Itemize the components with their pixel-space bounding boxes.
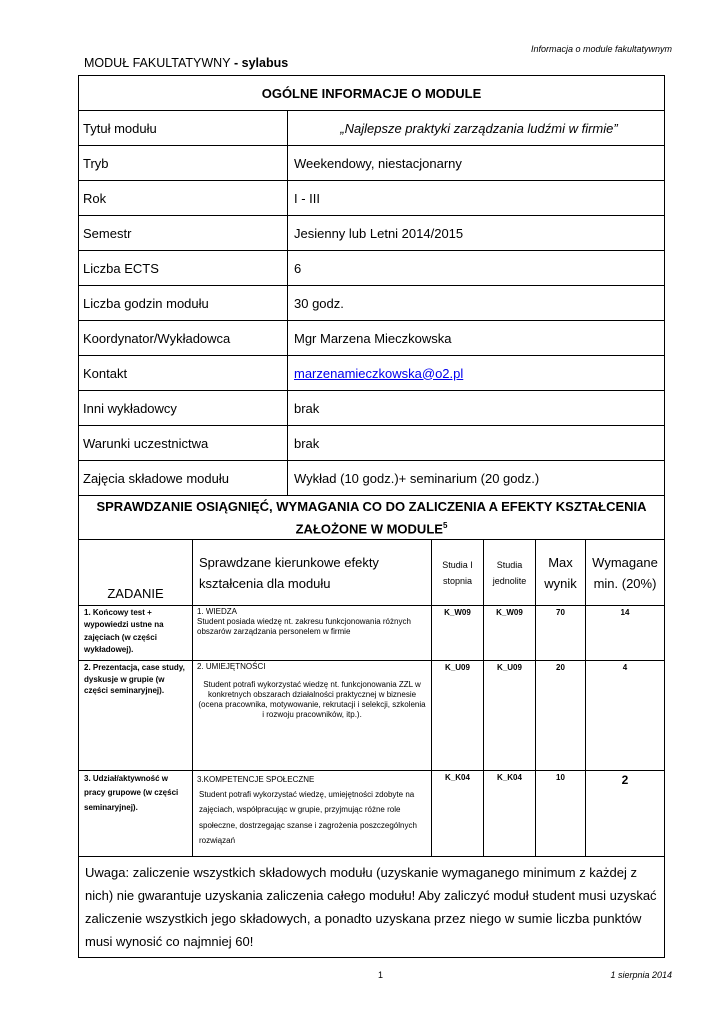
code-studia1: K_W09 (432, 606, 484, 661)
code-studia-jednolite: K_U09 (484, 661, 536, 771)
info-value: brak (288, 391, 665, 426)
col-header-studia1: Studia I stopnia (432, 540, 484, 606)
min-score: 14 (586, 606, 665, 661)
info-label: Tytuł modułu (79, 111, 288, 146)
effect-description: Student posiada wiedzę nt. zakresu funkcjonowania różnych obszarów zarządzania personelem w firmie (197, 617, 411, 636)
col-header-min: Wymagane min. (20%) (586, 540, 665, 606)
info-label: Inni wykładowcy (79, 391, 288, 426)
task-row (79, 606, 665, 661)
info-label: Koordynator/Wykładowca (79, 321, 288, 356)
assessment-section-heading (79, 496, 665, 540)
min-score: 2 (586, 771, 665, 857)
info-value: Jesienny lub Letni 2014/2015 (288, 216, 665, 251)
max-score: 70 (536, 606, 586, 661)
effect-cell (193, 606, 432, 661)
info-value: brak (288, 426, 665, 461)
info-row-title (79, 111, 665, 146)
task-cell: 2. Prezentacja, case study, dyskusje w grupie (w części seminaryjnej). (79, 661, 193, 771)
info-value: Weekendowy, niestacjonarny (288, 146, 665, 181)
info-row-conditions (79, 426, 665, 461)
info-row-ects (79, 251, 665, 286)
info-value: 6 (288, 251, 665, 286)
info-value: „Najlepsze praktyki zarządzania ludźmi w firmie” (288, 111, 665, 146)
assessment-table (78, 539, 665, 958)
effect-title: 3.KOMPETENCJE SPOŁECZNE (197, 775, 315, 784)
general-info-table (78, 75, 665, 540)
title-prefix: MODUŁ FAKULTATYWNY (84, 56, 231, 70)
effect-title: 1. WIEDZA (197, 607, 238, 616)
note-row (79, 857, 665, 958)
effect-description: Student potrafi wykorzystać wiedzę, umiejętności zdobyte na zajęciach, współpracując w grupie, przyjmując różne role społeczne, dostrzegając szanse i zagrożenia poszczególnych rozwiązań (199, 790, 417, 845)
code-studia1: K_K04 (432, 771, 484, 857)
max-score: 20 (536, 661, 586, 771)
task-row (79, 661, 665, 771)
col-header-max: Max wynik (536, 540, 586, 606)
task-cell: 1. Końcowy test + wypowiedzi ustne na zajęciach (w części wykładowej). (79, 606, 193, 661)
info-value: Mgr Marzena Mieczkowska (288, 321, 665, 356)
code-studia-jednolite: K_W09 (484, 606, 536, 661)
info-label: Tryb (79, 146, 288, 181)
info-label: Rok (79, 181, 288, 216)
col-header-task: ZADANIE (79, 540, 193, 606)
code-studia1: K_U09 (432, 661, 484, 771)
task-cell: 3. Udział/aktywność w pracy grupowe (w części seminaryjnej). (79, 771, 193, 857)
general-section-heading: OGÓLNE INFORMACJE O MODULE (79, 76, 665, 111)
assessment-header-row (79, 540, 665, 606)
page-number: 1 (378, 970, 384, 980)
effect-cell (193, 661, 432, 771)
task-row (79, 771, 665, 857)
info-label: Kontakt (79, 356, 288, 391)
info-row-hours (79, 286, 665, 321)
contact-email-link[interactable]: marzenamieczkowska@o2.pl (294, 365, 464, 381)
footer-date: 1 sierpnia 2014 (610, 970, 672, 980)
running-header: Informacja o module fakultatywnym (530, 44, 672, 54)
min-score: 4 (586, 661, 665, 771)
effect-title: 2. UMIEJĘTNOŚCI (197, 662, 266, 671)
col-header-effects: Sprawdzane kierunkowe efekty kształcenia dla modułu (193, 540, 432, 606)
title-suffix: - sylabus (230, 56, 289, 70)
note-text: Uwaga: zaliczenie wszystkich składowych modułu (uzyskanie wymaganego minimum z każdej z nich) nie gwarantuje uzyskania zaliczenia całego modułu! Aby zaliczyć moduł student musi uzyskać zaliczenie wszystkich jego składowych, a ponadto uzyskana przez niego w sumie liczba punktów musi wynosić co najmniej 60! (79, 857, 665, 958)
footnote-mark: 5 (442, 520, 448, 530)
info-row-year (79, 181, 665, 216)
assessment-heading-line2: ZAŁOŻONE W MODULE (295, 521, 443, 537)
code-studia-jednolite: K_K04 (484, 771, 536, 857)
info-value: 30 godz. (288, 286, 665, 321)
max-score: 10 (536, 771, 586, 857)
info-row-coordinator (79, 321, 665, 356)
info-value: I - III (288, 181, 665, 216)
info-label: Liczba ECTS (79, 251, 288, 286)
effect-description: Student potrafi wykorzystać wiedzę nt. funkcjonowania ZZL w konkretnych obszarach działalności praktycznej w biznesie (ocena pracownika, motywowanie, rekrutacji i selekcji, szkolenia i rozwoju pracowników, itp.). (198, 680, 426, 719)
info-label: Liczba godzin modułu (79, 286, 288, 321)
col-header-studia-jednolite: Studia jednolite (484, 540, 536, 606)
info-label: Semestr (79, 216, 288, 251)
info-label: Warunki uczestnictwa (79, 426, 288, 461)
info-row-contact (79, 356, 665, 391)
info-row-semester (79, 216, 665, 251)
effect-cell (193, 771, 432, 857)
document-title (84, 56, 288, 70)
info-row-mode (79, 146, 665, 181)
info-row-other-lecturers (79, 391, 665, 426)
info-value: Wykład (10 godz.)+ seminarium (20 godz.) (288, 461, 665, 496)
info-row-components (79, 461, 665, 496)
info-label: Zajęcia składowe modułu (79, 461, 288, 496)
assessment-heading-line1: SPRAWDZANIE OSIĄGNIĘĆ, WYMAGANIA CO DO ZALICZENIA A EFEKTY KSZTAŁCENIA (96, 498, 647, 514)
info-value-cell (288, 356, 665, 391)
